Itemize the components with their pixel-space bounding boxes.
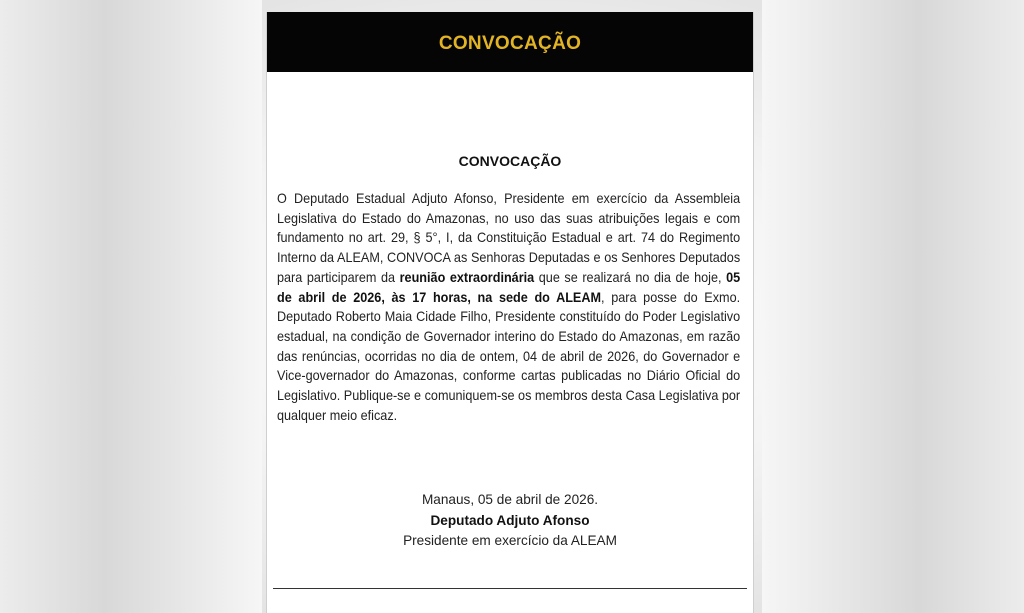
document-heading: CONVOCAÇÃO [458, 153, 562, 169]
document-body [277, 189, 740, 425]
body-text-segment: , para posse do Exmo. Deputado Roberto Maia Cidade Filho, Presidente constituído do Poder Legislativo estadual, na condição de Governador interino do Estado do Amazonas, em razão das renúncias, ocorridas no dia de ontem, 04 de abril de 2026, do Governador e Vice-governador do Amazonas, conforme cartas publicadas no Diário Oficial do Legislativo. Publique-se e comuniquem-se os membros desta Casa Legislativa por qualquer meio eficaz. [277, 289, 741, 423]
document-page [266, 12, 754, 613]
body-text-segment: que se realizará no dia de hoje, [534, 269, 727, 285]
header-banner [267, 12, 753, 72]
background-left-blur [0, 0, 262, 613]
signature-name: Deputado Adjuto Afonso [430, 512, 590, 528]
background-right-blur [762, 0, 1024, 613]
signature-place-date: Manaus, 05 de abril de 2026. [421, 492, 599, 507]
footer-divider [273, 588, 747, 589]
body-text-bold-segment: reunião extraordinária [399, 269, 535, 285]
signature-block [267, 490, 753, 552]
header-title: CONVOCAÇÃO [438, 33, 582, 54]
body-text-segment: O Deputado Estadual Adjuto Afonso, Presidente em exercício da Assembleia Legislativa do Estado do Amazonas, no uso das suas atribuições legais e com fundamento no art. 29, § 5°, I, da Constituição Estadual e art. 74 do Regimento Interno da ALEAM, CONVOCA as Senhoras Deputadas e os Senhores Deputados para participarem da [277, 191, 741, 285]
body-text-bold-segment: 05 de abril de 2026, às 17 horas, na sede do ALEAM [277, 269, 741, 305]
signature-role: Presidente em exercício da ALEAM [403, 533, 617, 548]
